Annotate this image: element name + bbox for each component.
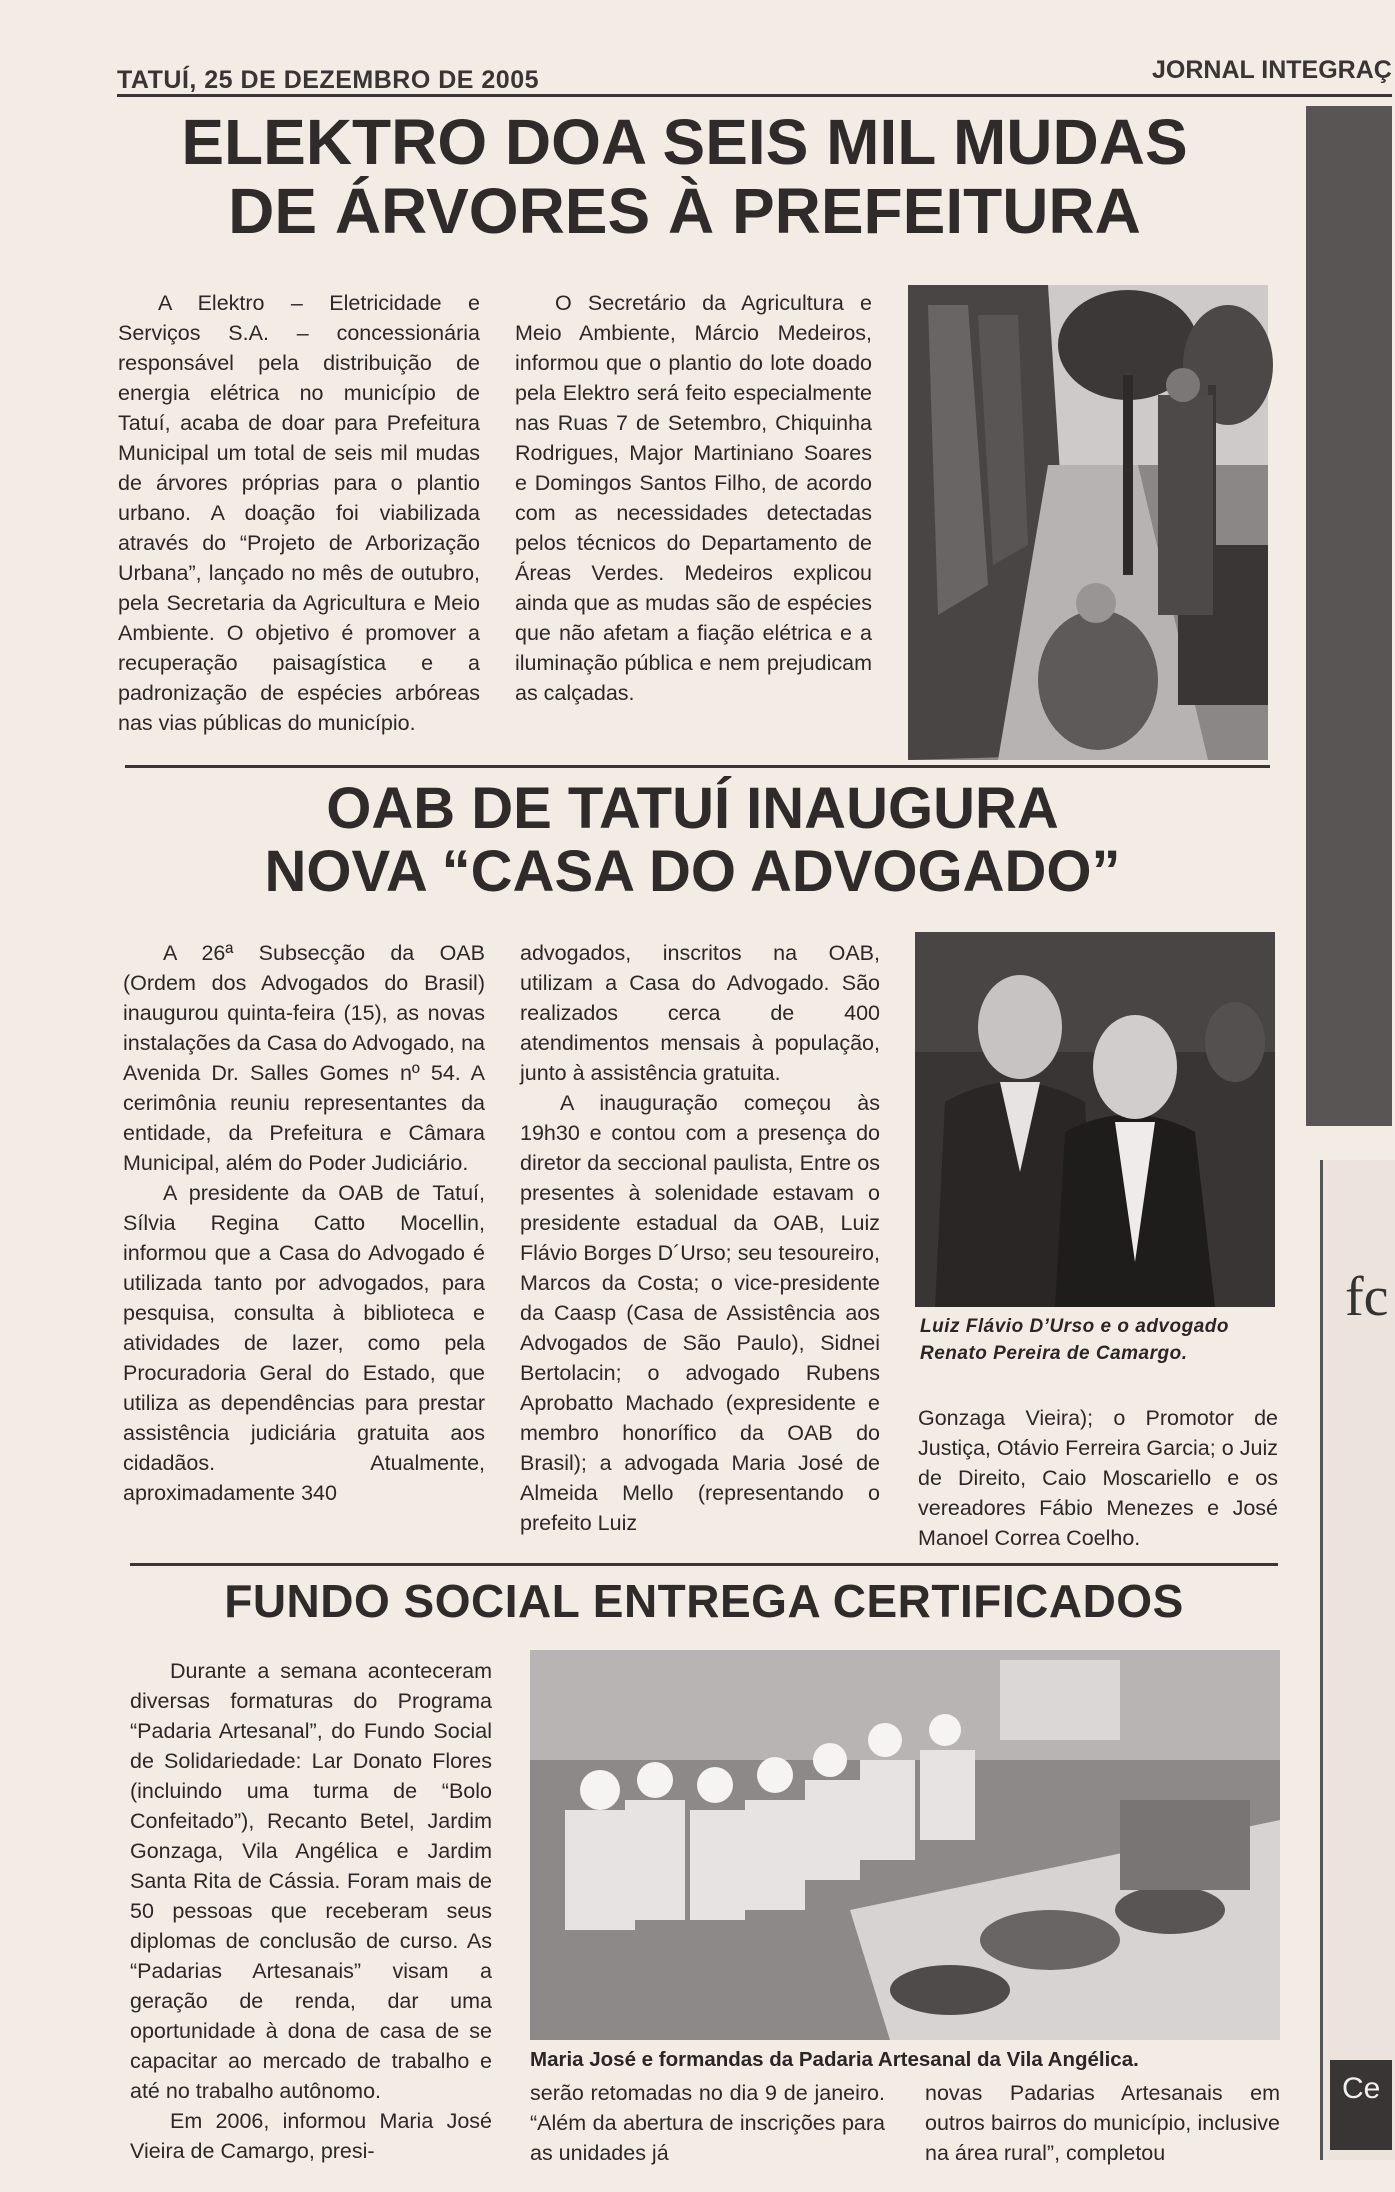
article2-headline-line1: OAB DE TATUÍ INAUGURA <box>326 776 1059 841</box>
article3-col3-paragraph: novas Padarias Artesanais em outros bairros do município, inclusive na área rural”, completou <box>925 2081 1280 2165</box>
article2-col2-paragraph1: advogados, inscritos na OAB, utilizam a Casa do Advogado. São realizados cerca de 400 atendimentos mensais à população, junto à assistência gratuita. <box>520 941 880 1085</box>
lawyers-photo-image <box>915 932 1275 1307</box>
article2-caption-line1: Luiz Flávio D’Urso e o advogado <box>920 1316 1229 1337</box>
article2-column1 <box>123 938 485 1508</box>
adjacent-page-bottom-fragment: Ce <box>1330 2060 1392 2150</box>
article2-headline-line2: NOVA “CASA DO ADVOGADO” <box>264 838 1121 904</box>
article3-col1-paragraph2: Em 2006, informou Maria José Vieira de Camargo, presi- <box>130 2109 492 2163</box>
article1-headline-line1: ELEKTRO DOA SEIS MIL MUDAS <box>181 106 1188 178</box>
article3-column1 <box>130 1656 492 2163</box>
adjacent-page-text-fragment: fc <box>1345 1266 1389 1328</box>
article2-photo-caption <box>920 1313 1280 1367</box>
article2-column3 <box>918 1403 1278 1553</box>
article3-headline: FUNDO SOCIAL ENTREGA CERTIFICADOS <box>224 1575 1184 1627</box>
article1-photo-street-trees <box>908 285 1268 760</box>
article2-headline <box>125 778 1260 903</box>
article1-column2 <box>515 288 872 708</box>
article1-column1 <box>118 288 480 738</box>
top-rule <box>117 94 1392 97</box>
section-rule-1 <box>125 765 1270 768</box>
article3-column3 <box>925 2078 1280 2168</box>
adjacent-page-dark-strip <box>1306 106 1392 1126</box>
article3-col1-paragraph1: Durante a semana aconteceram diversas formaturas do Programa “Padaria Artesanal”, do Fundo Social de Solidariedade: Lar Donato Flores (incluindo uma turma de “Bolo Confeitado”), Recanto Betel, Jardim Gonzaga, Vila Angélica e Jardim Santa Rita de Cássia. Foram mais de 50 pessoas que receberam seus diplomas de conclusão de curso. As “Padarias Artesanais” visam a geração de renda, dar uma oportunidade à dona de casa de se capacitar ao mercado de trabalho e até no trabalho autônomo. <box>130 1659 492 2103</box>
bakery-photo-image <box>530 1650 1280 2040</box>
article3-photo-caption: Maria José e formandas da Padaria Artesanal da Vila Angélica. <box>530 2048 1139 2071</box>
article2-col3-paragraph: Gonzaga Vieira); o Promotor de Justiça, Otávio Ferreira Garcia; o Juiz de Direito, Caio Moscariello e os vereadores Fábio Menezes e José Manoel Correa Coelho. <box>918 1406 1278 1550</box>
section-rule-2 <box>130 1563 1278 1566</box>
article3-column2 <box>530 2078 885 2168</box>
article2-col1-paragraph2: A presidente da OAB de Tatuí, Sílvia Regina Catto Mocellin, informou que a Casa do Advogado é utilizada tanto por advogados, para pesquisa, consulta à biblioteca e atividades de lazer, como pela Procuradoria Geral do Estado, que utiliza as dependências para prestar assistência judiciária gratuita aos cidadãos. Atualmente, aproximadamente 340 <box>123 1181 485 1505</box>
dateline: TATUÍ, 25 DE DEZEMBRO DE 2005 <box>117 66 539 94</box>
article1-headline <box>117 108 1252 246</box>
article1-headline-line2: DE ÁRVORES À PREFEITURA <box>228 175 1141 248</box>
article1-col2-paragraph: O Secretário da Agricultura e Meio Ambiente, Márcio Medeiros, informou que o plantio do lote doado pela Elektro será feito especialmente nas Ruas 7 de Setembro, Chiquinha Rodrigues, Major Martiniano Soares e Domingos Santos Filho, de acordo com as necessidades detectadas pelos técnicos do Departamento de Áreas Verdes. Medeiros explicou ainda que as mudas são de espécies que não afetam a fiação elétrica e a iluminação pública e nem prejudicam as calçadas. <box>515 291 872 705</box>
article2-photo-lawyers <box>915 932 1275 1307</box>
article2-column2 <box>520 938 880 1538</box>
article2-caption-line2: Renato Pereira de Camargo. <box>920 1343 1188 1364</box>
street-photo-image <box>908 285 1268 760</box>
newspaper-name: JORNAL INTEGRAÇ <box>1152 56 1392 84</box>
article3-col2-paragraph: serão retomadas no dia 9 de janeiro. “Além da abertura de inscrições para as unidades já <box>530 2081 885 2165</box>
article2-col1-paragraph1: A 26ª Subsecção da OAB (Ordem dos Advogados do Brasil) inaugurou quinta-feira (15), as novas instalações da Casa do Advogado, na Avenida Dr. Salles Gomes nº 54. A cerimônia reuniu representantes da entidade, da Prefeitura e Câmara Municipal, além do Poder Judiciário. <box>123 941 485 1175</box>
article2-col2-paragraph2: A inauguração começou às 19h30 e contou com a presença do diretor da seccional paulista, Entre os presentes à solenidade estavam o presidente estadual da OAB, Luiz Flávio Borges D´Urso; seu tesoureiro, Marcos da Costa; o vice-presidente da Caasp (Casa de Assistência aos Advogados de São Paulo), Sidnei Bertolacin; o advogado Rubens Aprobatto Machado (expresidente e membro honorífico da OAB do Brasil); a advogada Maria José de Almeida Mello (representando o prefeito Luiz <box>520 1091 880 1535</box>
article1-col1-paragraph: A Elektro – Eletricidade e Serviços S.A. – concessionária responsável pela distribuição de energia elétrica no município de Tatuí, acaba de doar para Prefeitura Municipal um total de seis mil mudas de árvores próprias para o plantio urbano. A doação foi viabilizada através do “Projeto de Arborização Urbana”, lançado no mês de outubro, pela Secretaria da Agricultura e Meio Ambiente. O objetivo é promover a recuperação paisagística e a padronização de espécies arbóreas nas vias públicas do município. <box>118 291 480 735</box>
article3-photo-bakery-graduates <box>530 1650 1280 2040</box>
